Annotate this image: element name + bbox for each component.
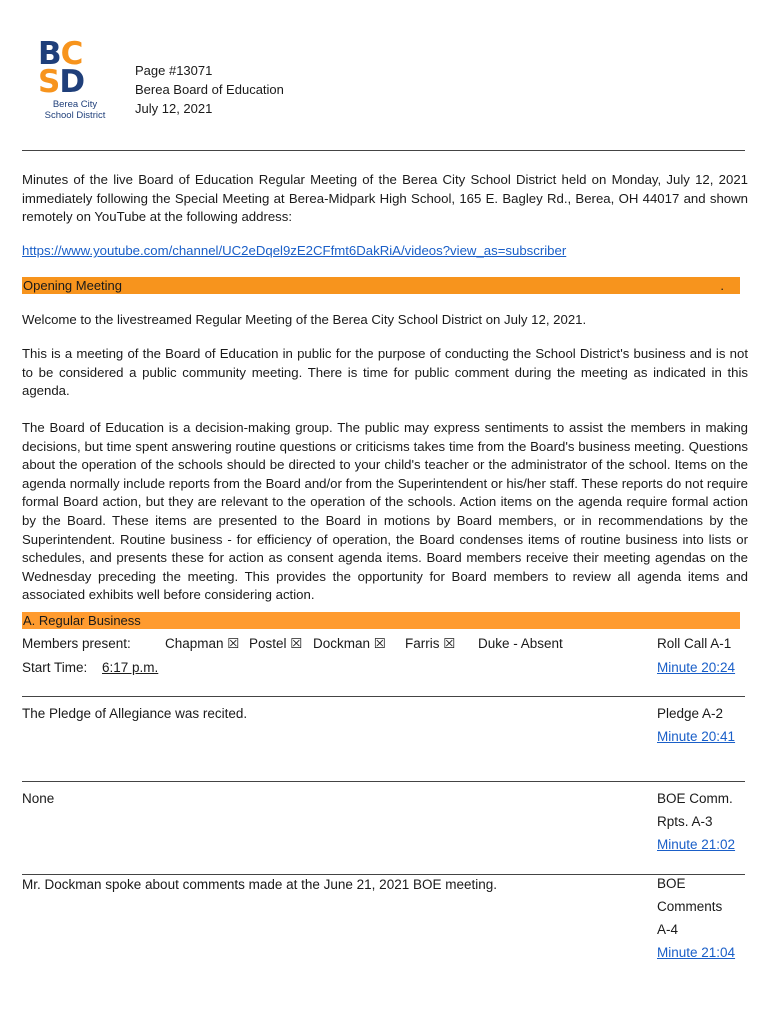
opening-meeting-label: Opening Meeting (23, 278, 123, 293)
roll-call-minute-link[interactable]: Minute 20:24 (657, 660, 736, 675)
district-logo (38, 36, 112, 121)
divider-1 (22, 696, 745, 697)
boe-comments-ref-line2: Comments (657, 899, 723, 914)
start-time-value: 6:17 p.m. (102, 660, 159, 675)
logo-subtitle-line2: School District (44, 110, 106, 121)
members-present-label: Members present: (22, 636, 131, 651)
regular-business-bar (22, 612, 740, 629)
opening-meeting-dot: . (720, 278, 724, 293)
roll-call-ref: Roll Call A-1 (657, 636, 732, 651)
boe-comm-ref-line2: Rpts. A-3 (657, 814, 713, 829)
divider-2 (22, 781, 745, 782)
org-name: Berea Board of Education (135, 82, 284, 97)
pledge-ref-block (657, 702, 735, 748)
youtube-link-wrap (22, 242, 748, 261)
logo-letter-c: C (60, 36, 83, 72)
youtube-link[interactable]: https://www.youtube.com/channel/UC2eDqel9zE2CFfmt6DakRiA/videos?view_as=subscriber (22, 243, 567, 258)
member-farris: Farris ☒ (405, 636, 456, 651)
boe-comm-ref-line1: BOE Comm. (657, 791, 733, 806)
member-chapman: Chapman ☒ (165, 636, 240, 651)
regular-business-label: A. Regular Business (23, 613, 141, 628)
intro-paragraph: Minutes of the live Board of Education Regular Meeting of the Berea City School District held on Monday, July 12, 2021 immediately following the Special Meeting at Berea-Midpark High School, 165 E. Bagley Rd., Berea, OH 44017 and shown remotely on YouTube at the following address: (22, 172, 748, 225)
page-header (135, 61, 284, 118)
public-meeting-paragraph: This is a meeting of the Board of Education in public for the purpose of conducting the School District's business and is not to be considered a public community meeting. There is time for public comment during the meeting as indicated in this agenda. (22, 346, 748, 399)
meeting-date: July 12, 2021 (135, 101, 213, 116)
boe-comm-ref-block (657, 787, 735, 856)
start-time-label: Start Time: (22, 660, 88, 675)
logo-subtitle (38, 99, 112, 121)
logo-letter-b: B (38, 36, 61, 72)
boe-comm-text: None (22, 791, 55, 806)
logo-letters (38, 36, 112, 100)
logo-subtitle-line1: Berea City (52, 99, 98, 110)
member-postel: Postel ☒ (249, 636, 303, 651)
logo-letter-d: D (59, 64, 85, 100)
pledge-ref: Pledge A-2 (657, 706, 724, 721)
divider-3 (22, 874, 745, 875)
welcome-paragraph: Welcome to the livestreamed Regular Meeting of the Berea City School District on July 12, 2021. (22, 312, 587, 327)
boe-comm-minute-link[interactable]: Minute 21:02 (657, 837, 736, 852)
pledge-minute-link[interactable]: Minute 20:41 (657, 729, 736, 744)
member-duke-absent: Duke - Absent (478, 636, 563, 651)
boe-comments-ref-block (657, 872, 735, 964)
boe-comments-minute-link[interactable]: Minute 21:04 (657, 945, 736, 960)
header-divider (22, 150, 745, 151)
member-dockman: Dockman ☒ (313, 636, 386, 651)
board-paragraph: The Board of Education is a decision-making group. The public may express sentiments to assist the members in making decisions, but time spent answering routine questions or criticisms takes time from the Board's business meeting. Questions about the operation of the schools should be directed to your child's teacher or the administrator of the school. Items on the agenda normally include reports from the Board and/or from the Superintendent or his/her staff. These reports do not require formal Board action, but they are relevant to the operation of the schools. Action items on the agenda require formal action by the Board. These items are presented to the Board in motions by Board members, or in recommendations by the Superintendent. Routine business - for efficiency of operation, the Board condenses items of routine business into lists or schedules, and presents these for action as consent agenda items. Board members receive their meeting agendas on the Wednesday preceding the meeting. This provides the opportunity for Board members to review all agenda items and associated exhibits well before considering action. (22, 420, 748, 603)
logo-letter-s: S (38, 64, 60, 100)
boe-comments-ref-line1: BOE (657, 876, 686, 891)
page-number: Page #13071 (135, 63, 213, 78)
opening-meeting-bar (22, 277, 740, 294)
boe-comments-text: Mr. Dockman spoke about comments made at the June 21, 2021 BOE meeting. (22, 877, 498, 892)
pledge-text: The Pledge of Allegiance was recited. (22, 706, 248, 721)
boe-comments-ref-line3: A-4 (657, 922, 679, 937)
